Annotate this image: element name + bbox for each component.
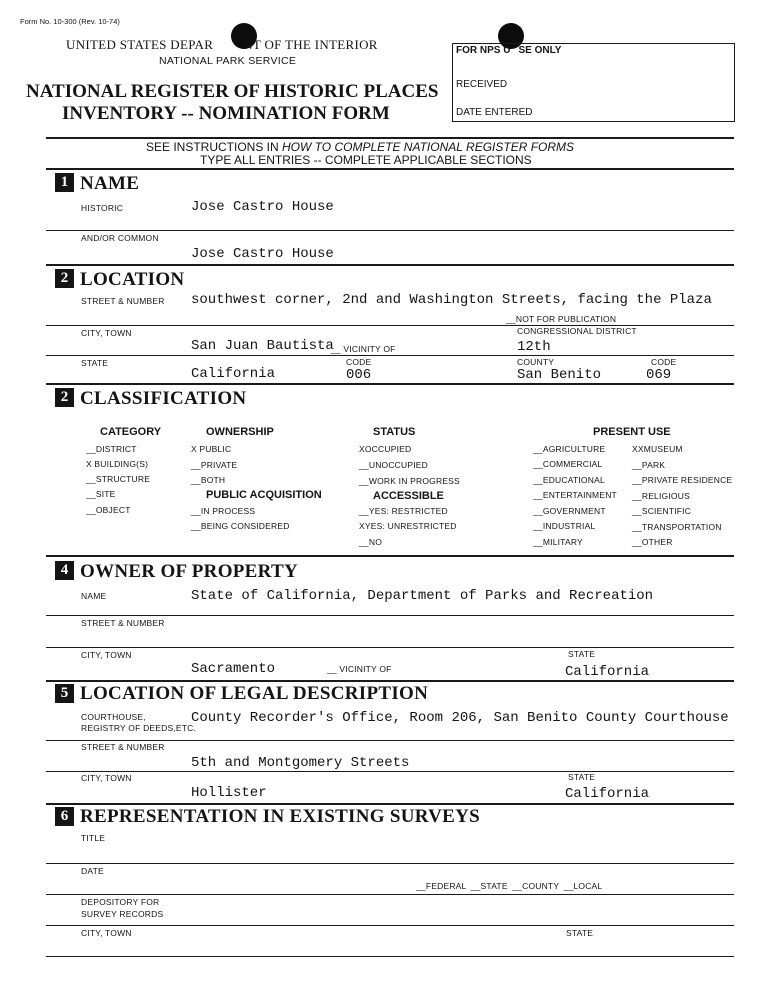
form-title-line1: NATIONAL REGISTER OF HISTORIC PLACES <box>26 81 439 102</box>
section-title: LOCATION <box>80 269 185 290</box>
rule <box>46 863 734 864</box>
field-label: COUNTY <box>517 357 555 367</box>
present-use-option: __EDUCATIONAL <box>533 475 605 485</box>
field-label: DATE <box>81 866 104 876</box>
survey-levels: __FEDERAL __STATE __COUNTY __LOCAL <box>416 881 603 891</box>
rule <box>46 771 734 772</box>
present-use-option: __AGRICULTURE <box>533 444 606 454</box>
rule <box>46 894 734 895</box>
rule <box>46 956 734 957</box>
form-number: Form No. 10-300 (Rev. 10-74) <box>20 17 120 26</box>
field-label: STATE <box>568 649 596 659</box>
field-label: STREET & NUMBER <box>81 296 165 306</box>
state-code: 006 <box>346 367 372 383</box>
instructions-prefix: SEE INSTRUCTIONS IN <box>146 140 283 154</box>
section-title: OWNER OF PROPERTY <box>80 561 299 582</box>
rule <box>46 137 734 139</box>
column-heading: OWNERSHIP <box>206 426 274 438</box>
legal-state: California <box>565 786 650 802</box>
section-number: 1 <box>55 173 74 192</box>
ownership-option: __PRIVATE <box>191 460 238 470</box>
rule <box>46 615 734 616</box>
present-use-option: __MILITARY <box>533 537 583 547</box>
field-label: CITY, TOWN <box>81 650 132 660</box>
instructions-line1 <box>146 141 574 153</box>
ownership-option: X PUBLIC <box>191 444 232 454</box>
not-for-publication: __NOT FOR PUBLICATION <box>506 314 617 324</box>
present-use-option: __GOVERNMENT <box>533 506 606 516</box>
department-left: UNITED STATES DEPAR <box>66 37 214 52</box>
present-use-option: __COMMERCIAL <box>533 459 603 469</box>
rule <box>46 925 734 926</box>
rule <box>46 355 734 356</box>
field-label: STATE <box>81 358 109 368</box>
access-option: __NO <box>359 537 383 547</box>
present-use-option: __OTHER <box>632 537 673 547</box>
state: California <box>191 366 276 382</box>
field-label: STREET & NUMBER <box>81 618 165 628</box>
field-label: CITY, TOWN <box>81 928 132 938</box>
vicinity-label: __ VICINITY OF <box>331 344 396 354</box>
owner-name: State of California, Department of Parks and Recreation <box>191 588 654 604</box>
rule <box>46 647 734 648</box>
field-label: CITY, TOWN <box>81 328 132 338</box>
street-address: southwest corner, 2nd and Washington Streets, facing the Plaza <box>191 292 712 308</box>
field-label: AND/OR COMMON <box>81 233 159 243</box>
category-option: __DISTRICT <box>86 444 137 454</box>
status-option: XOCCUPIED <box>359 444 412 454</box>
date-entered-label: DATE ENTERED <box>456 107 533 118</box>
section-number: 4 <box>55 561 74 580</box>
rule <box>46 680 734 682</box>
present-use-option: __PARK <box>632 460 666 470</box>
field-label: HISTORIC <box>81 203 124 213</box>
section-number: 5 <box>55 684 74 703</box>
rule <box>46 264 734 266</box>
section-title: LOCATION OF LEGAL DESCRIPTION <box>80 683 429 704</box>
field-label: CONGRESSIONAL DISTRICT <box>517 326 637 336</box>
owner-city: Sacramento <box>191 661 276 677</box>
vicinity-label: __ VICINITY OF <box>327 664 392 674</box>
service-name: NATIONAL PARK SERVICE <box>159 55 297 67</box>
section-title: CLASSIFICATION <box>80 388 247 409</box>
access-option: XYES: UNRESTRICTED <box>359 521 457 531</box>
owner-state: California <box>565 664 650 680</box>
field-label: NAME <box>81 591 107 601</box>
county: San Benito <box>517 367 602 383</box>
column-heading: STATUS <box>373 426 416 438</box>
ownership-option: __BOTH <box>191 475 226 485</box>
city: San Juan Bautista <box>191 338 334 354</box>
field-label: STATE <box>568 772 596 782</box>
status-option: __WORK IN PROGRESS <box>359 476 460 486</box>
present-use-option: __ENTERTAINMENT <box>533 490 617 500</box>
field-label: CODE <box>346 357 372 367</box>
congressional-district: 12th <box>517 339 551 355</box>
column-heading: CATEGORY <box>100 426 162 438</box>
legal-street: 5th and Montgomery Streets <box>191 755 410 771</box>
column-heading: PRESENT USE <box>593 426 671 438</box>
rule <box>46 230 734 231</box>
department-right: NT OF THE INTERIOR <box>243 37 378 52</box>
column-heading: ACCESSIBLE <box>373 490 444 502</box>
field-label: CITY, TOWN <box>81 773 132 783</box>
field-label: CODE <box>651 357 677 367</box>
present-use-option: XXMUSEUM <box>632 444 683 454</box>
rule <box>46 803 734 805</box>
field-label: TITLE <box>81 833 106 843</box>
section-number: 2 <box>55 388 74 407</box>
field-label: SURVEY RECORDS <box>81 909 164 919</box>
department-name <box>66 38 378 51</box>
field-label: STREET & NUMBER <box>81 742 165 752</box>
section-title: NAME <box>80 173 140 194</box>
field-label: STATE <box>566 928 594 938</box>
column-heading: PUBLIC ACQUISITION <box>206 489 322 501</box>
category-option: __SITE <box>86 489 116 499</box>
present-use-option: __RELIGIOUS <box>632 491 690 501</box>
legal-city: Hollister <box>191 785 267 801</box>
present-use-option: __TRANSPORTATION <box>632 522 722 532</box>
status-option: __UNOCCUPIED <box>359 460 428 470</box>
rule <box>46 168 734 170</box>
present-use-option: __INDUSTRIAL <box>533 521 596 531</box>
form-title-line2: INVENTORY -- NOMINATION FORM <box>62 103 390 124</box>
rule <box>46 383 734 385</box>
section-number: 6 <box>55 807 74 826</box>
received-label: RECEIVED <box>456 79 508 90</box>
common-name: Jose Castro House <box>191 246 334 262</box>
field-label: COURTHOUSE, <box>81 712 146 722</box>
field-label: DEPOSITORY FOR <box>81 897 160 907</box>
present-use-option: __PRIVATE RESIDENCE <box>632 475 733 485</box>
rule <box>46 740 734 741</box>
category-option: __STRUCTURE <box>86 474 151 484</box>
access-option: __YES: RESTRICTED <box>359 506 448 516</box>
rule <box>46 555 734 557</box>
category-option: X BUILDING(S) <box>86 459 149 469</box>
instructions-booklet: HOW TO COMPLETE NATIONAL REGISTER FORMS <box>282 140 575 154</box>
category-option: __OBJECT <box>86 505 131 515</box>
county-code: 069 <box>646 367 672 383</box>
section-title: REPRESENTATION IN EXISTING SURVEYS <box>80 806 481 827</box>
nps-use-only <box>456 46 561 56</box>
courthouse: County Recorder's Office, Room 206, San Benito County Courthouse <box>191 710 729 726</box>
nps-use-right: SE ONLY <box>518 45 562 56</box>
field-label: REGISTRY OF DEEDS,ETC. <box>81 723 197 733</box>
acquisition-option: __BEING CONSIDERED <box>191 521 290 531</box>
nps-use-left: FOR NPS U <box>456 45 511 56</box>
present-use-option: __SCIENTIFIC <box>632 506 692 516</box>
instructions-line2: TYPE ALL ENTRIES -- COMPLETE APPLICABLE SECTIONS <box>200 153 532 167</box>
acquisition-option: __IN PROCESS <box>191 506 256 516</box>
historic-name: Jose Castro House <box>191 199 334 215</box>
section-number: 2 <box>55 269 74 288</box>
